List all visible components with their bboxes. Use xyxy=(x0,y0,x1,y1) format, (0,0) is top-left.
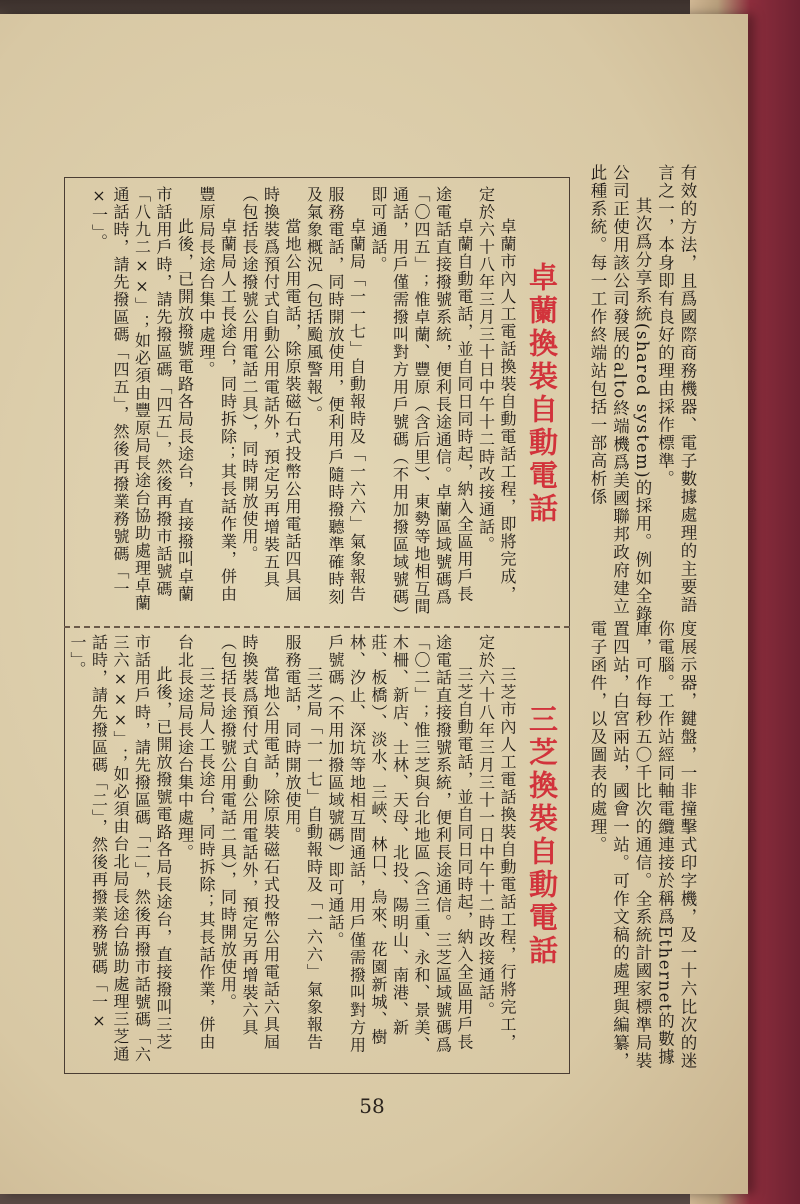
article-zhuolan-paragraph: 此後，已開放撥號電路各局長途台，直接撥叫卓蘭市話用戶時，請先撥區碼「四五」，然後再撥市話號碼「八九二××」；如必須由豐原局長途台協助處理卓蘭通話時，請先撥區碼「四五」，然後再撥業務號碼「一×一」。 xyxy=(89,186,195,612)
book-page xyxy=(0,14,748,1194)
intro-paragraph-2: 其次爲分享系統(shared system)的採用。例如全錄公司正使用該公司發展的alto終端機爲美國聯邦政府建立此種系統。每一工作終端站包括一部高析係 xyxy=(588,164,652,624)
page-number: 58 xyxy=(359,1094,385,1118)
intro-text-top xyxy=(578,164,698,624)
article-zhuolan-body xyxy=(70,186,518,618)
article-sanzhi-paragraph: 此後，已開放撥號電路各局長途台，直接撥叫三芝市話用戶時，請先撥區碼「二」，然後再撥市話號碼「六三六×××」；如必須由台北局長途台協助處理三芝通話時，請先撥區碼「二」，然後再撥業務號碼「一×一」。 xyxy=(68,634,173,1064)
article-sanzhi-paragraph: 當地公用電話，除原裝磁石式投幣公用電話六具屆時換裝爲預付式自動公用電話外，預定另再增裝六具（包括長途撥號公用電話二具），同時開放使用。 xyxy=(218,634,281,1051)
article-sanzhi-paragraph: 三芝局「一一七」自動報時及「一六六」氣象報告服務電話，同時開放使用。 xyxy=(283,634,324,1051)
intro-continued-paragraph: 度展示器，鍵盤，一非撞擊式印字機，及一十六比次的迷你電腦。工作站經同軸電纜連接於稱爲Ethernet的數據庫，可作每秒五〇千比次的通信。全系統計國家標準局裝置四站，白宮兩站，國會一站。可作文稿的處理與編纂，電子函件，以及圖表的處理。 xyxy=(588,620,697,1070)
article-sanzhi-paragraph: 三芝自動電話，並自同日同時起，納入全區用戶長途電話直接撥號系統，便利長途通信。三芝區域號碼爲「〇二」；惟三芝與台北地區（含三重、永和、景美、木柵、新店、士林、天母、北投、陽明山、南港、新莊、板橋）、淡水、三峽、林口、烏來、花園新城、樹林、汐止、深坑等地相互間通話，用戶僅需撥叫對方用戶號碼（不用加撥區域號碼）即可通話。 xyxy=(326,634,474,1054)
article-sanzhi-body xyxy=(70,634,518,1064)
article-zhuolan-paragraph: 卓蘭自動電話，並自同日同時起，納入全區用戶長途電話直接撥號系統，便利長途通信。卓蘭區域號碼爲「〇四五」；惟卓蘭、豐原（含后里）、東勢等地相互間通話，用戶僅需撥叫對方用戶號碼（不用加撥區域號碼）即可通話。 xyxy=(369,186,474,616)
intro-text-bottom xyxy=(578,620,698,1072)
article-sanzhi-paragraph: 三芝局人工長途台，同時拆除；其長話作業，併由台北長途局長途台集中處理。 xyxy=(175,634,216,1051)
article-zhuolan-paragraph: 卓蘭局人工長途台，同時拆除；其長話作業，併由豐原局長途台集中處理。 xyxy=(197,186,238,603)
article-zhuolan-paragraph: 卓蘭局「一一七」自動報時及「一六六」氣象報告服務電話，同時開放使用，便利用戶隨時撥聽準確時刻及氣象概況（包括颱風警報）。 xyxy=(304,186,367,606)
article-sanzhi-title: 三芝換裝自動電話 xyxy=(525,704,559,968)
article-zhuolan-paragraph: 當地公用電話，除原裝磁石式投幣公用電話四具屆時換裝爲預付式自動公用電話外，預定另再增裝五具（包括長途撥號公用電話二具），同時開放使用。 xyxy=(240,186,302,603)
news-box-divider xyxy=(64,626,570,628)
article-zhuolan-title: 卓蘭換裝自動電話 xyxy=(525,262,559,526)
intro-paragraph-1: 有效的方法，且爲國際商務機器、電子數據處理的主要語言之一，本身即有良好的理由採作標準。 xyxy=(655,164,697,614)
article-zhuolan-paragraph: 卓蘭市內人工電話換裝自動電話工程，即將完成，定於六十八年三月三十日中午十二時改接通話。 xyxy=(476,186,517,603)
article-sanzhi-paragraph: 三芝市內人工電話換裝自動電話工程，行將完工，定於六十八年三月三十一日中午十二時改接通話。 xyxy=(476,634,517,1051)
